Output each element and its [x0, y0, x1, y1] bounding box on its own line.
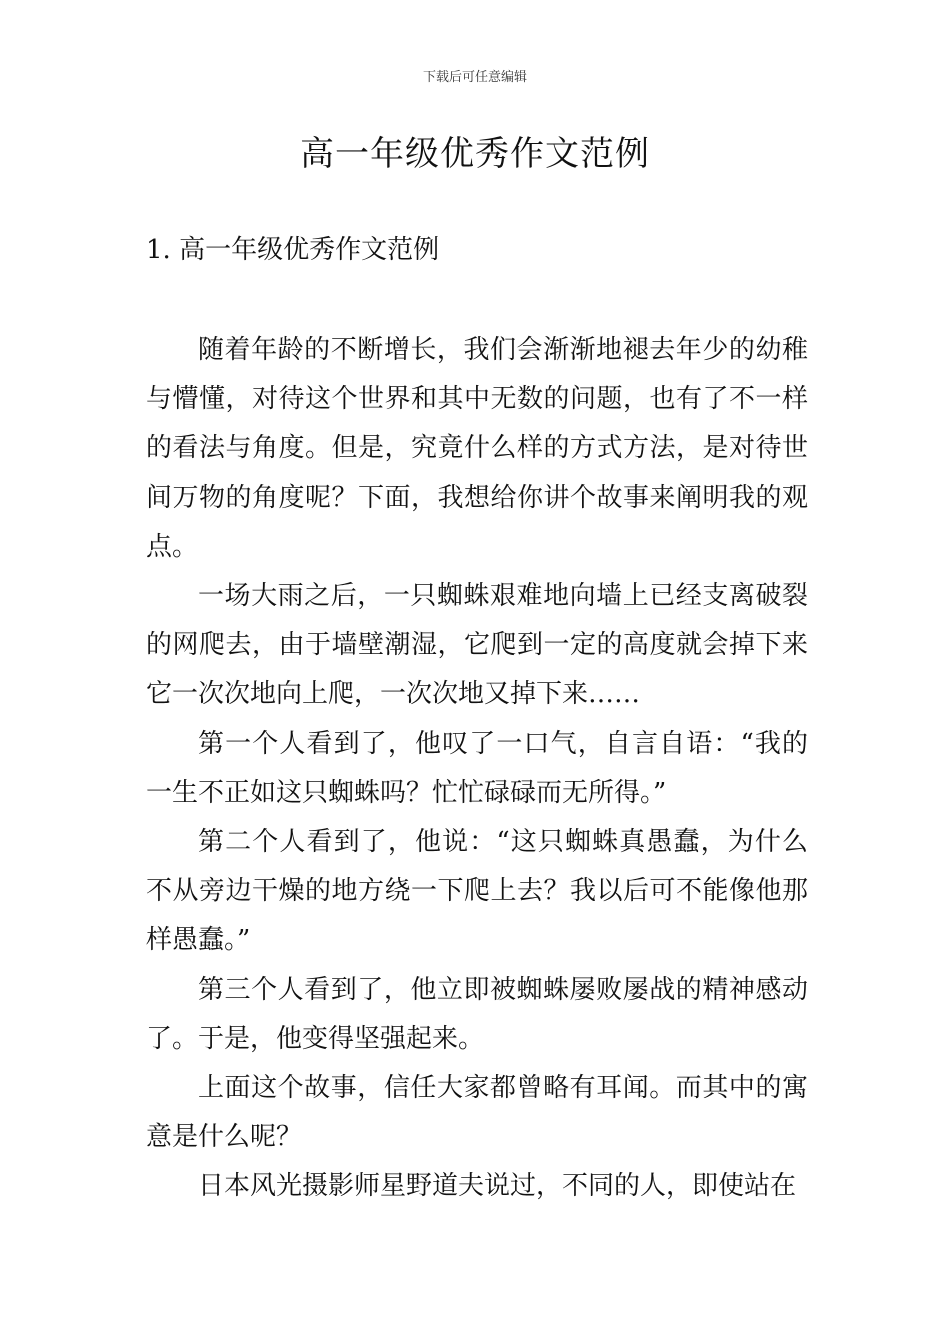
document-title: 高一年级优秀作文范例 [300, 134, 650, 174]
paragraph: 一场大雨之后，一只蜘蛛艰难地向墙上已经支离破裂的网爬去，由于墙壁潮湿，它爬到一定的高度就会掉下来它一次次地向上爬，一次次地又掉下来…… [146, 581, 808, 710]
page-header-note: 下载后可任意编辑 [422, 70, 527, 85]
section-heading: 1. 高一年级优秀作文范例 [146, 235, 440, 265]
paragraph: 随着年龄的不断增长，我们会渐渐地褪去年少的幼稚与懵懂，对待这个世界和其中无数的问题，也有了不一样的看法与角度。但是，究竟什么样的方式方法，是对待世间万物的角度呢？下面，我想给你讲个故事来阐明我的观点。 [146, 335, 808, 562]
paragraph: 第三个人看到了，他立即被蜘蛛屡败屡战的精神感动了。于是，他变得坚强起来。 [146, 974, 808, 1054]
paragraph: 第一个人看到了，他叹了一口气，自言自语：“我的一生不正如这只蜘蛛吗？忙忙碌碌而无所得。” [146, 728, 808, 808]
document-body [146, 326, 808, 1212]
paragraph: 日本风光摄影师星野道夫说过，不同的人，即使站在 [198, 1171, 797, 1202]
paragraph: 上面这个故事，信任大家都曾略有耳闻。而其中的寓意是什么呢？ [146, 1073, 808, 1153]
paragraph: 第二个人看到了，他说：“这只蜘蛛真愚蠢，为什么不从旁边干燥的地方绕一下爬上去？我以后可不能像他那样愚蠢。” [146, 827, 808, 956]
